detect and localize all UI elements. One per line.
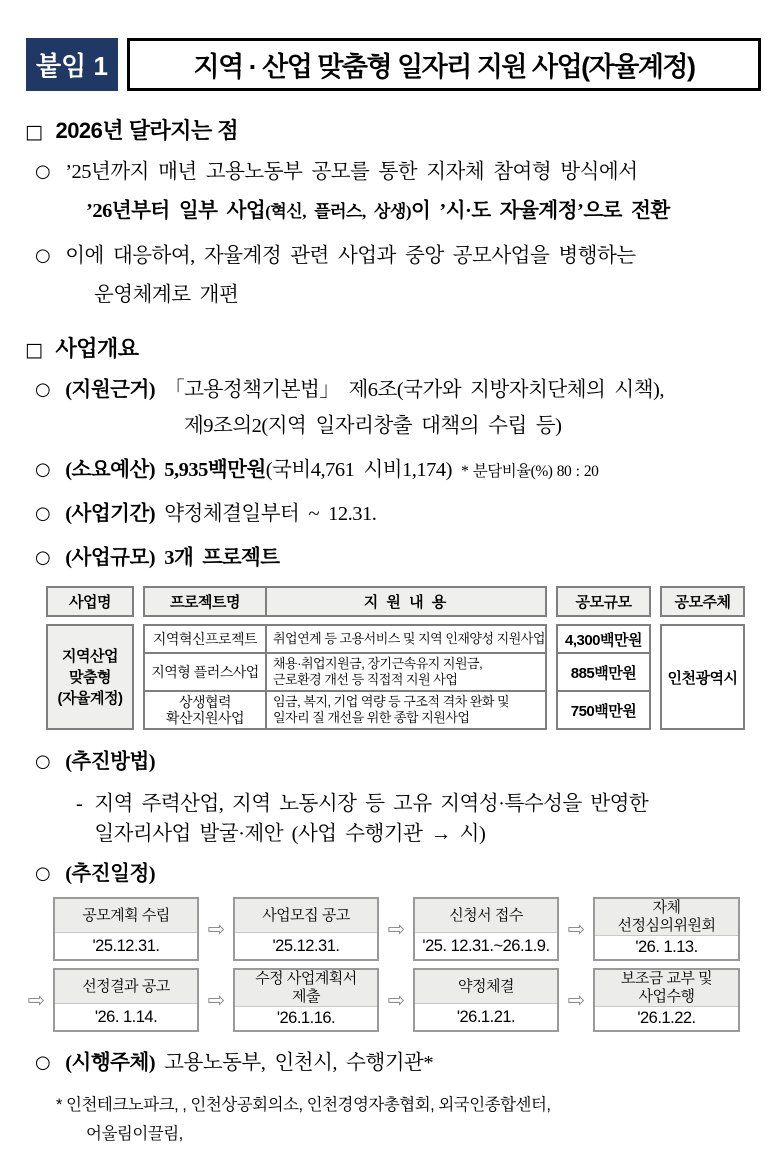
flow-step-2-label — [235, 899, 377, 933]
basis-body: 「고용정책기본법」 제6조(국가와 지방자치단체의 시책), — [164, 378, 664, 401]
header-agency: 공모주체 — [660, 586, 745, 617]
budget-amount: 5,935백만원 — [164, 459, 266, 482]
method-detail-line1: 지역 주력산업, 지역 노동시장 등 고유 지역성·특수성을 반영한 — [94, 793, 649, 816]
circle-bullet-icon: ○ — [35, 546, 51, 568]
budget-line — [35, 456, 761, 486]
flow-step-7 — [413, 968, 559, 1032]
flow-step-8 — [593, 968, 740, 1032]
flow-step-6-label — [235, 970, 377, 1007]
cell-project-1 — [145, 626, 267, 652]
circle-bullet-icon: ○ — [35, 1052, 51, 1074]
cell-scale-3: 750백만원 — [570, 702, 637, 720]
section-changes-title: 2026년 달라지는 점 — [55, 118, 239, 143]
project-table — [46, 586, 761, 730]
flow-step-4-label — [595, 899, 738, 936]
flow-step-2 — [233, 897, 379, 961]
right-arrow-icon: ⇨ — [387, 988, 405, 1013]
flow-label-line: 사업모집 공고 — [262, 906, 350, 924]
right-arrow-icon: ⇨ — [567, 988, 585, 1013]
period-label: (사업기간) — [65, 503, 156, 526]
cell-scale-2: 885백만원 — [558, 654, 649, 692]
flow-label-line: 수정 사업계획서 — [255, 970, 357, 988]
business-line: 맞춤형 — [69, 668, 111, 686]
circle-bullet-icon: ○ — [35, 862, 51, 884]
executor-label: (시행주체) — [65, 1052, 156, 1075]
content-line: 취업연계 등 고용서비스 및 지역 인재양성 지원사업 — [273, 631, 545, 647]
timeline-line — [35, 860, 761, 890]
footnote-line1: * 인천테크노파크, , 인천상공회의소, 인천경영자총협회, 외국인종합센터, — [56, 1096, 551, 1115]
changes-b1-l2b: (혁신, 플러스, 상생) — [265, 201, 411, 221]
content-line: 임금, 복지, 기업 역량 등 구조적 격차 완화 및 — [273, 694, 510, 710]
cell-project-3 — [145, 692, 267, 728]
flow-label-line: 공모계획 수립 — [82, 906, 170, 924]
flow-label-line: 사업수행 — [638, 988, 695, 1006]
flow-label-line: 선정심의위원회 — [617, 917, 716, 935]
cell-project-2 — [145, 654, 267, 690]
flow-step-7-label — [415, 970, 557, 1004]
cell-content-1 — [267, 626, 545, 652]
flow-step-1-date: '25.12.31. — [55, 933, 197, 959]
flow-step-5-date: '26. 1.14. — [55, 1004, 197, 1030]
executor-line — [35, 1049, 761, 1079]
square-bullet-icon: □ — [25, 338, 43, 361]
flow-step-5 — [53, 968, 199, 1032]
section-overview-heading — [25, 332, 761, 363]
basis-line2: 제9조의2(지역 일자리창출 대책의 수립 등) — [184, 414, 562, 437]
executor-text — [65, 1049, 433, 1079]
changes-bullet-2-line2: 운영체계로 개편 — [94, 284, 239, 307]
header-business: 사업명 — [46, 586, 134, 617]
flow-step-3-date: '25. 12.31.~26.1.9. — [415, 933, 557, 959]
section-overview-title: 사업개요 — [55, 335, 139, 361]
right-arrow-icon: ⇨ — [387, 917, 405, 942]
flow-step-4 — [593, 897, 740, 961]
scale-line — [35, 544, 761, 574]
content-line: 일자리 질 개선을 위한 종합 지원사업 — [273, 710, 470, 726]
cell-content-2 — [267, 654, 545, 690]
scale-body: 3개 프로젝트 — [164, 546, 280, 569]
flow-step-6-date: '26.1.16. — [235, 1007, 377, 1030]
document-title: 지역 · 산업 맞춤형 일자리 지원 사업(자율계정) — [127, 38, 761, 91]
flow-label-line: 신청서 접수 — [449, 906, 523, 924]
table-row — [145, 692, 545, 728]
basis-label: (지원근거) — [65, 378, 156, 401]
circle-bullet-icon: ○ — [35, 751, 51, 773]
flow-label-line: 보조금 교부 및 — [620, 970, 713, 988]
scale-label: (사업규모) — [65, 546, 156, 569]
period-line — [35, 500, 761, 530]
changes-b1-l2c: 이 ’시·도 자율계정’으로 전환 — [410, 199, 670, 222]
table-row — [145, 626, 545, 654]
basis-text — [65, 376, 664, 406]
col-agency — [660, 586, 745, 730]
changes-bullet-1-line2 — [86, 197, 761, 227]
right-arrow-icon: ⇨ — [27, 988, 45, 1013]
circle-bullet-icon: ○ — [35, 245, 51, 267]
method-detail — [76, 790, 761, 849]
budget-label: (소요예산) — [65, 459, 156, 482]
header-scale: 공모규모 — [556, 586, 651, 617]
flow-label-line: 약정체결 — [458, 977, 514, 995]
flow-step-3 — [413, 897, 559, 961]
project-line: 지역형 플러스사업 — [151, 664, 259, 681]
flow-step-5-label — [55, 970, 197, 1004]
business-line: (자율계정) — [57, 689, 123, 707]
footnote — [56, 1091, 761, 1149]
flow-step-2-date: '25.12.31. — [235, 933, 377, 959]
cell-agency: 인천광역시 — [660, 624, 745, 730]
body-project-content — [143, 624, 547, 730]
header-project-content — [143, 586, 547, 617]
col-business — [46, 586, 134, 730]
changes-bullet-1-line1: ’25년까지 매년 고용노동부 공모를 통한 지자체 참여형 방식에서 — [65, 161, 638, 183]
basis-line — [35, 376, 761, 406]
col-scale — [556, 586, 651, 730]
section-changes-heading — [25, 114, 761, 145]
square-bullet-icon: □ — [25, 121, 43, 143]
budget-note: * 분담비율(%) 80 : 20 — [461, 463, 599, 481]
scale-text — [65, 544, 279, 574]
circle-bullet-icon: ○ — [35, 378, 51, 400]
project-line: 지역혁신프로젝트 — [152, 631, 258, 648]
changes-bullet-2-line1: 이에 대응하여, 자율계정 관련 사업과 중앙 공모사업을 병행하는 — [65, 245, 636, 268]
attachment-badge: 붙임 1 — [26, 38, 118, 91]
right-arrow-icon: ⇨ — [567, 917, 585, 942]
spacer — [24, 897, 48, 961]
flow-label-line: 자체 — [652, 899, 681, 917]
method-detail-line2: 일자리사업 발굴·제안 (사업 수행기관 → 시) — [94, 822, 486, 845]
header-project: 프로젝트명 — [145, 588, 267, 615]
document-header — [26, 38, 761, 91]
method-detail-text — [94, 790, 648, 849]
changes-b1-l2a: ’26년부터 일부 사업 — [86, 199, 266, 222]
flow-step-4-date: '26. 1.13. — [595, 936, 738, 959]
period-body: 약정체결일부터 ~ 12.31. — [164, 503, 377, 526]
circle-bullet-icon: ○ — [35, 503, 51, 525]
period-text — [65, 500, 376, 530]
right-arrow-icon: ⇨ — [207, 917, 225, 942]
flow-label-line: 제출 — [292, 988, 320, 1006]
content-line: 근로환경 개선 등 직접적 지원 사업 — [273, 672, 458, 688]
changes-bullet-1 — [35, 158, 761, 188]
cell-scale-1: 4,300백만원 — [558, 626, 649, 654]
executor-body: 고용노동부, 인천시, 수행기관* — [164, 1052, 434, 1075]
right-arrow-icon: ⇨ — [207, 988, 225, 1013]
header-content: 지 원 내 용 — [363, 594, 449, 612]
schedule-flowchart — [24, 897, 761, 1032]
project-line: 상생협력 — [178, 693, 232, 710]
budget-text — [65, 456, 598, 486]
changes-bullet-2 — [35, 242, 761, 272]
method-line — [35, 748, 761, 778]
flow-step-7-date: '26.1.21. — [415, 1004, 557, 1030]
content-line: 채용·취업지원금, 장기근속유지 지원금, — [273, 656, 483, 672]
flow-step-1 — [53, 897, 199, 961]
flow-step-1-label — [55, 899, 197, 933]
timeline-label: (추진일정) — [65, 862, 156, 885]
flow-step-6 — [233, 968, 379, 1032]
business-line: 지역산업 — [62, 647, 118, 665]
project-line: 확산지원사업 — [165, 710, 245, 727]
flow-step-3-label — [415, 899, 557, 933]
cell-content-3 — [267, 692, 545, 728]
circle-bullet-icon: ○ — [35, 161, 51, 182]
method-label: (추진방법) — [65, 751, 156, 774]
flow-step-8-date: '26.1.22. — [595, 1007, 738, 1030]
circle-bullet-icon: ○ — [35, 459, 51, 481]
budget-detail: (국비4,761 시비1,174) — [265, 459, 453, 482]
body-scale — [556, 624, 651, 730]
flow-label-line: 선정결과 공고 — [82, 977, 170, 995]
col-project-content — [143, 586, 547, 730]
table-row — [145, 654, 545, 692]
dash-bullet: - — [76, 793, 83, 816]
flow-step-8-label — [595, 970, 738, 1007]
footnote-line2: 어울림이끌림, — [86, 1124, 183, 1143]
cell-business — [46, 624, 134, 730]
